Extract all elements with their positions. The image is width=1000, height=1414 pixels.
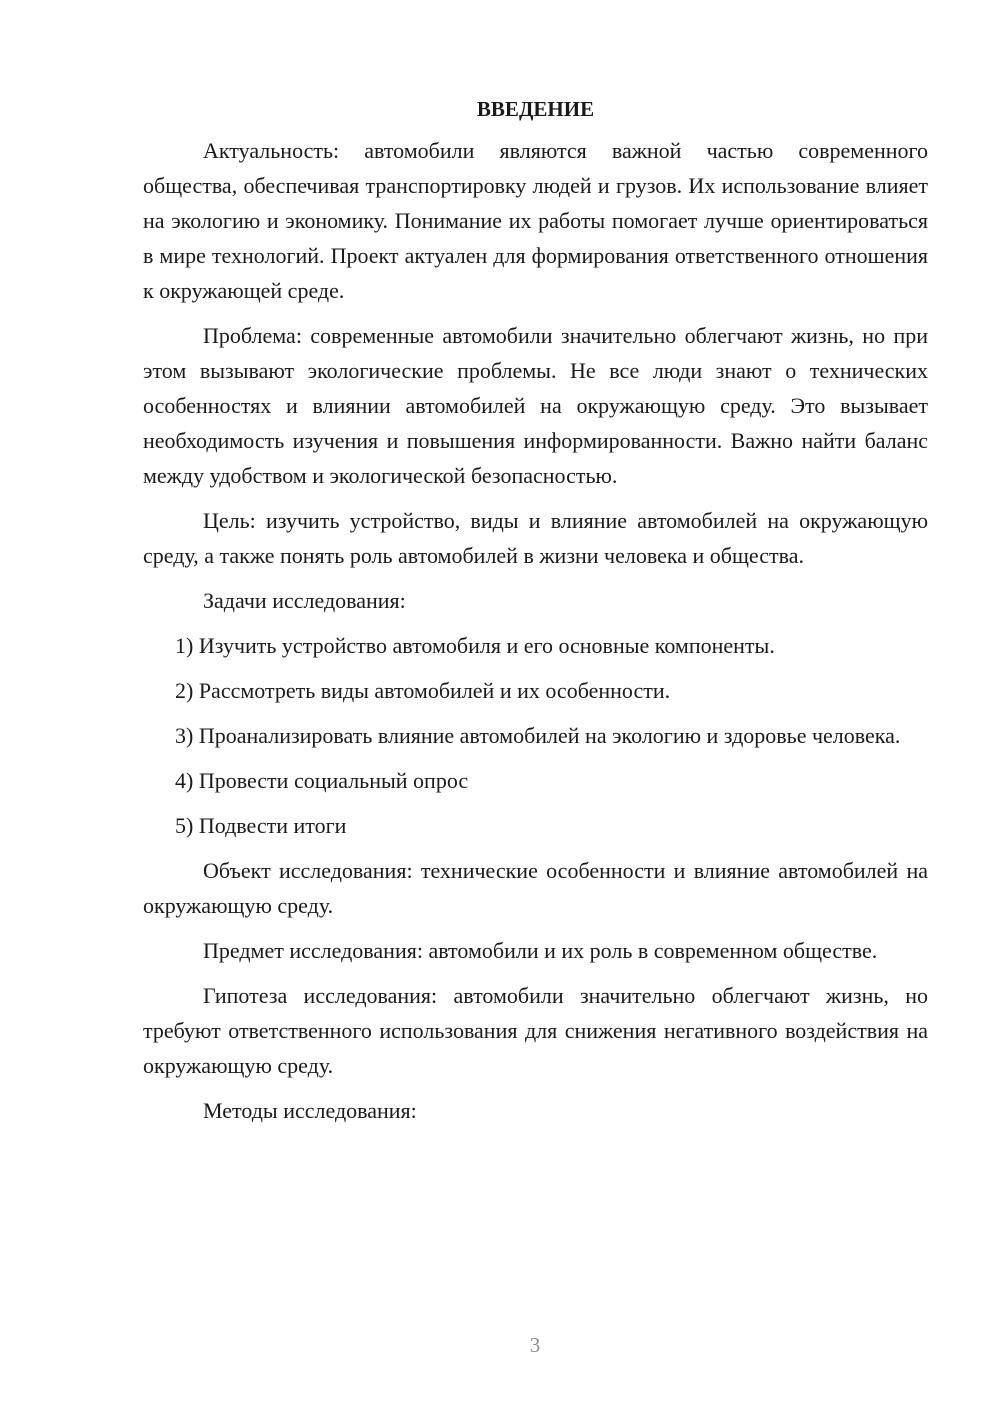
page-number: 3 (529, 1333, 541, 1357)
paragraph-object: Объект исследования: технические особенности и влияние автомобилей на окружающую среду. (143, 858, 928, 918)
paragraph-subject: Предмет исследования: автомобили и их роль в современном обществе. (203, 938, 878, 963)
paragraph-goal: Цель: изучить устройство, виды и влияние автомобилей на окружающую среду, а также понять роль автомобилей в жизни человека и общества. (143, 508, 928, 568)
task-item-3: 3) Проанализировать влияние автомобилей на экологию и здоровье человека. (175, 723, 901, 748)
paragraph-relevance: Актуальность: автомобили являются важной частью современного общества, обеспечивая транспортировку людей и грузов. Их использование влияет на экологию и экономику. Понимание их работы помогает лучше ориентироваться в мире технологий. Проект актуален для формирования ответственного отношения к окружающей среде. (143, 138, 928, 303)
page-content (143, 92, 928, 1138)
tasks-heading: Задачи исследования: (203, 588, 406, 613)
task-item-1: 1) Изучить устройство автомобиля и его основные компоненты. (175, 633, 775, 658)
methods-heading: Методы исследования: (203, 1098, 417, 1123)
task-item-2: 2) Рассмотреть виды автомобилей и их особенности. (175, 678, 671, 703)
task-item-4: 4) Провести социальный опрос (175, 768, 469, 793)
task-item-5: 5) Подвести итоги (175, 813, 347, 838)
paragraph-problem: Проблема: современные автомобили значительно облегчают жизнь, но при этом вызывают экологические проблемы. Не все люди знают о технических особенностях и влиянии автомобилей на окружающую среду. Это вызывает необходимость изучения и повышения информированности. Важно найти баланс между удобством и экологической безопасностью. (143, 323, 928, 488)
paragraph-hypothesis: Гипотеза исследования: автомобили значительно облегчают жизнь, но требуют ответственного использования для снижения негативного воздействия на окружающую среду. (143, 983, 928, 1078)
section-title: ВВЕДЕНИЕ (476, 97, 595, 121)
